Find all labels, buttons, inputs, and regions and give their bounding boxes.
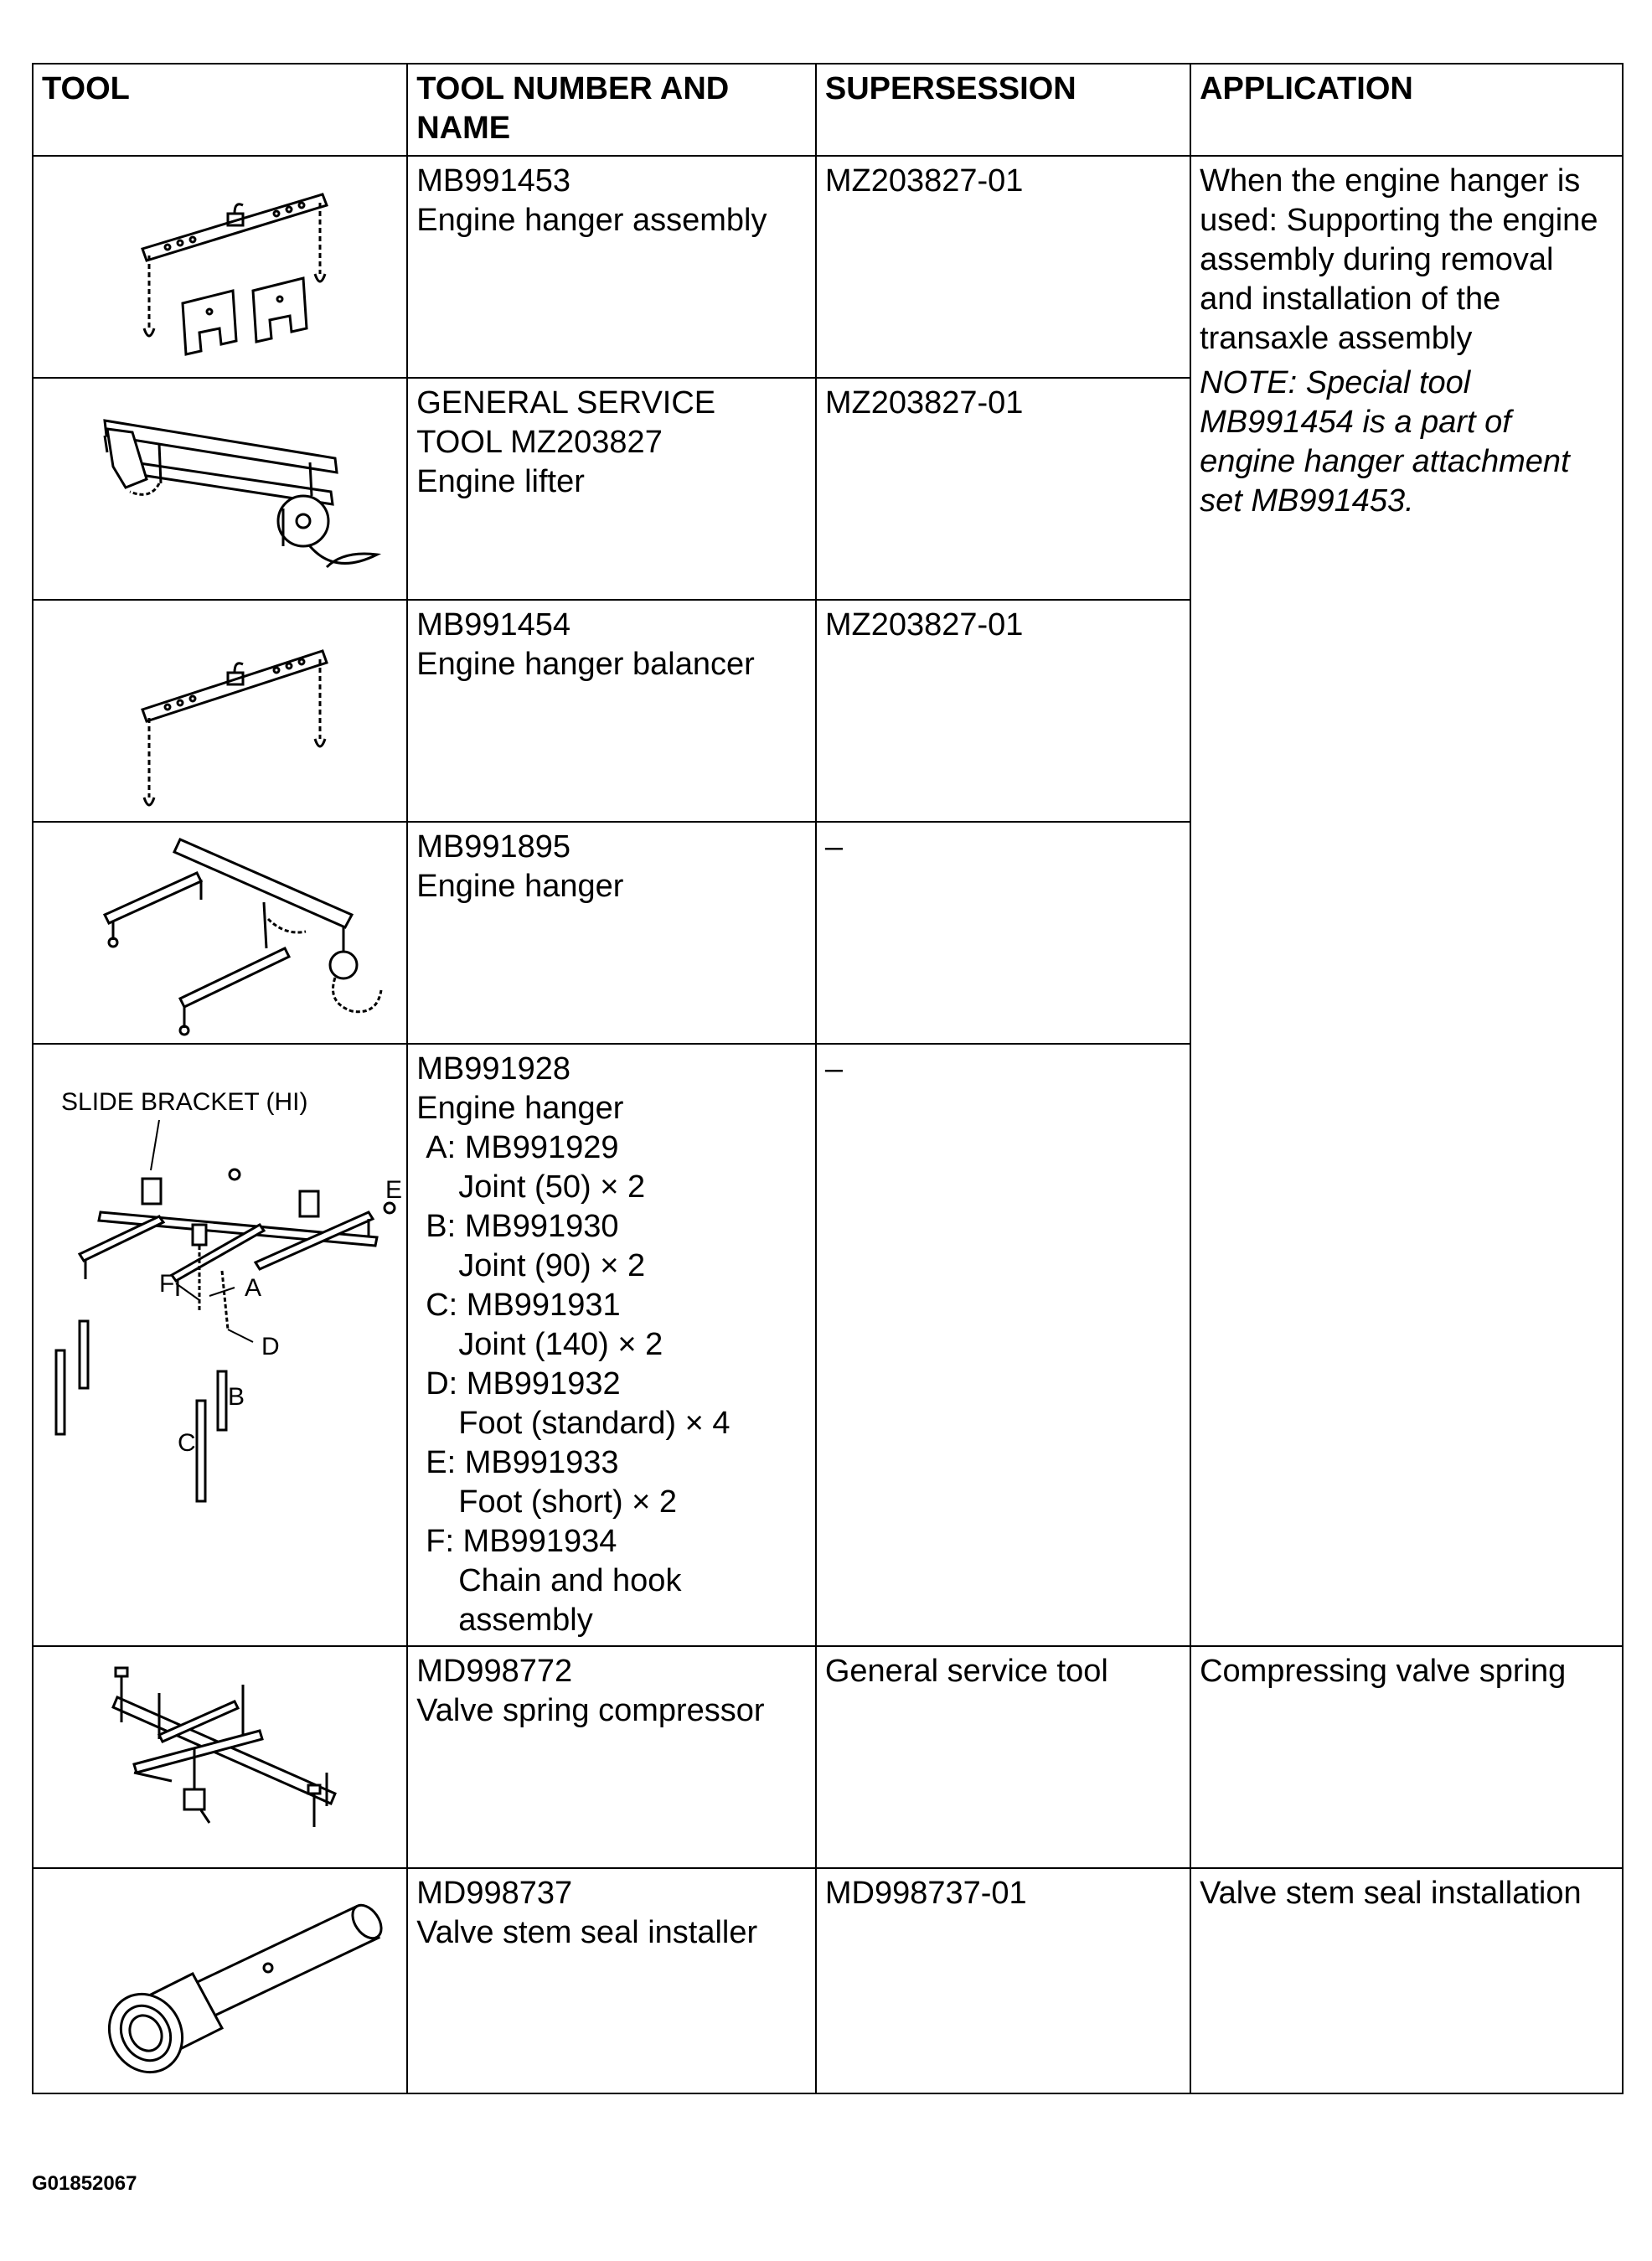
supersession-cell <box>816 156 1190 378</box>
engine-hanger-mb991928-icon <box>34 1045 419 1608</box>
supersession-value: MZ203827-01 <box>824 607 1024 643</box>
figure-letter-b: B <box>228 1383 245 1411</box>
application-text: Valve stem seal installation <box>1200 1876 1582 1911</box>
part-desc: Joint (90) × 2 <box>458 1248 646 1283</box>
header-tool: TOOL <box>33 64 407 156</box>
figure-id: G01852067 <box>32 2172 137 2195</box>
tool-number-name-cell <box>407 156 816 378</box>
application-text: Compressing valve spring <box>1200 1654 1567 1689</box>
tool-number-line1: GENERAL SERVICE <box>416 385 716 421</box>
engine-hanger-mb991895-icon <box>34 823 419 1043</box>
figure-letter-a: A <box>245 1274 262 1302</box>
part-desc: Joint (140) × 2 <box>458 1327 663 1362</box>
tool-number-name-cell <box>407 1646 816 1868</box>
supersession-value: MZ203827-01 <box>824 163 1024 199</box>
part-code: C: MB991931 <box>426 1288 621 1323</box>
figure-letter-f: F <box>159 1270 175 1298</box>
tool-illustration-cell <box>33 378 407 600</box>
tool-number: MD998772 <box>416 1654 573 1689</box>
part-desc: Joint (50) × 2 <box>458 1169 646 1205</box>
figure-letter-d: D <box>261 1333 280 1360</box>
tool-illustration-cell <box>33 1044 407 1646</box>
tool-number: MD998737 <box>416 1876 573 1911</box>
tool-number-name-cell <box>407 822 816 1044</box>
supersession-cell <box>816 822 1190 1044</box>
tool-name: Engine hanger <box>416 869 624 904</box>
tool-number-name-cell <box>407 600 816 822</box>
tool-name: Engine lifter <box>416 464 585 499</box>
part-desc-line1: Chain and hook <box>458 1563 682 1598</box>
part-code: B: MB991930 <box>426 1209 619 1244</box>
header-tool-number-name: TOOL NUMBER AND NAME <box>407 64 816 156</box>
tool-number-name-cell <box>407 378 816 600</box>
figure-letter-c: C <box>178 1429 196 1457</box>
supersession-cell <box>816 1044 1190 1646</box>
supersession-cell <box>816 378 1190 600</box>
tool-number-line2: TOOL MZ203827 <box>416 425 663 460</box>
header-supersession: SUPERSESSION <box>816 64 1190 156</box>
tool-name: Engine hanger assembly <box>416 203 767 238</box>
table-row <box>33 156 1623 378</box>
tool-name: Engine hanger balancer <box>416 647 755 682</box>
supersession-value: – <box>824 829 843 865</box>
part-code: A: MB991929 <box>426 1130 619 1165</box>
special-tools-table <box>32 63 1624 2094</box>
application-cell <box>1190 1868 1623 2093</box>
supersession-value: MD998737-01 <box>824 1876 1027 1911</box>
tool-number: MB991895 <box>416 829 571 865</box>
figure-caption: SLIDE BRACKET (HI) <box>61 1088 308 1116</box>
part-code: F: MB991934 <box>426 1524 617 1559</box>
tool-number-name-cell <box>407 1868 816 2093</box>
tool-number: MB991453 <box>416 163 571 199</box>
application-note: NOTE: Special tool MB991454 is a part of engine hanger attachment set MB991453. <box>1200 365 1570 519</box>
tool-number: MB991928 <box>416 1051 571 1087</box>
header-application: APPLICATION <box>1190 64 1623 156</box>
table-row <box>33 1868 1623 2093</box>
supersession-value: – <box>824 1051 843 1087</box>
engine-lifter-icon <box>34 379 419 599</box>
engine-hanger-assembly-icon <box>34 157 419 377</box>
supersession-value: MZ203827-01 <box>824 385 1024 421</box>
header-row <box>33 64 1623 156</box>
tool-illustration-cell <box>33 156 407 378</box>
tool-name: Valve stem seal installer <box>416 1915 758 1950</box>
part-code: E: MB991933 <box>426 1445 619 1480</box>
part-desc-line2: assembly <box>458 1603 593 1638</box>
tool-name: Engine hanger <box>416 1091 624 1126</box>
tool-illustration-cell <box>33 1868 407 2093</box>
valve-stem-seal-installer-icon <box>34 1869 419 2093</box>
application-text: When the engine hanger is used: Supporting the engine assembly during removal and installation of the transaxle assembly <box>1200 163 1598 356</box>
supersession-value: General service tool <box>824 1654 1108 1689</box>
valve-spring-compressor-icon <box>34 1647 419 1867</box>
tool-illustration-cell <box>33 822 407 1044</box>
part-desc: Foot (standard) × 4 <box>458 1406 730 1441</box>
application-cell <box>1190 1646 1623 1868</box>
part-code: D: MB991932 <box>426 1366 621 1402</box>
supersession-cell <box>816 1868 1190 2093</box>
tool-number-name-cell <box>407 1044 816 1646</box>
tool-illustration-cell <box>33 1646 407 1868</box>
shared-application-cell <box>1190 156 1623 1646</box>
tool-name: Valve spring compressor <box>416 1693 765 1728</box>
table-row <box>33 1646 1623 1868</box>
supersession-cell <box>816 1646 1190 1868</box>
tool-number: MB991454 <box>416 607 571 643</box>
engine-hanger-balancer-icon <box>34 601 419 821</box>
tool-illustration-cell <box>33 600 407 822</box>
supersession-cell <box>816 600 1190 822</box>
part-desc: Foot (short) × 2 <box>458 1484 678 1520</box>
figure-letter-e: E <box>385 1176 403 1204</box>
